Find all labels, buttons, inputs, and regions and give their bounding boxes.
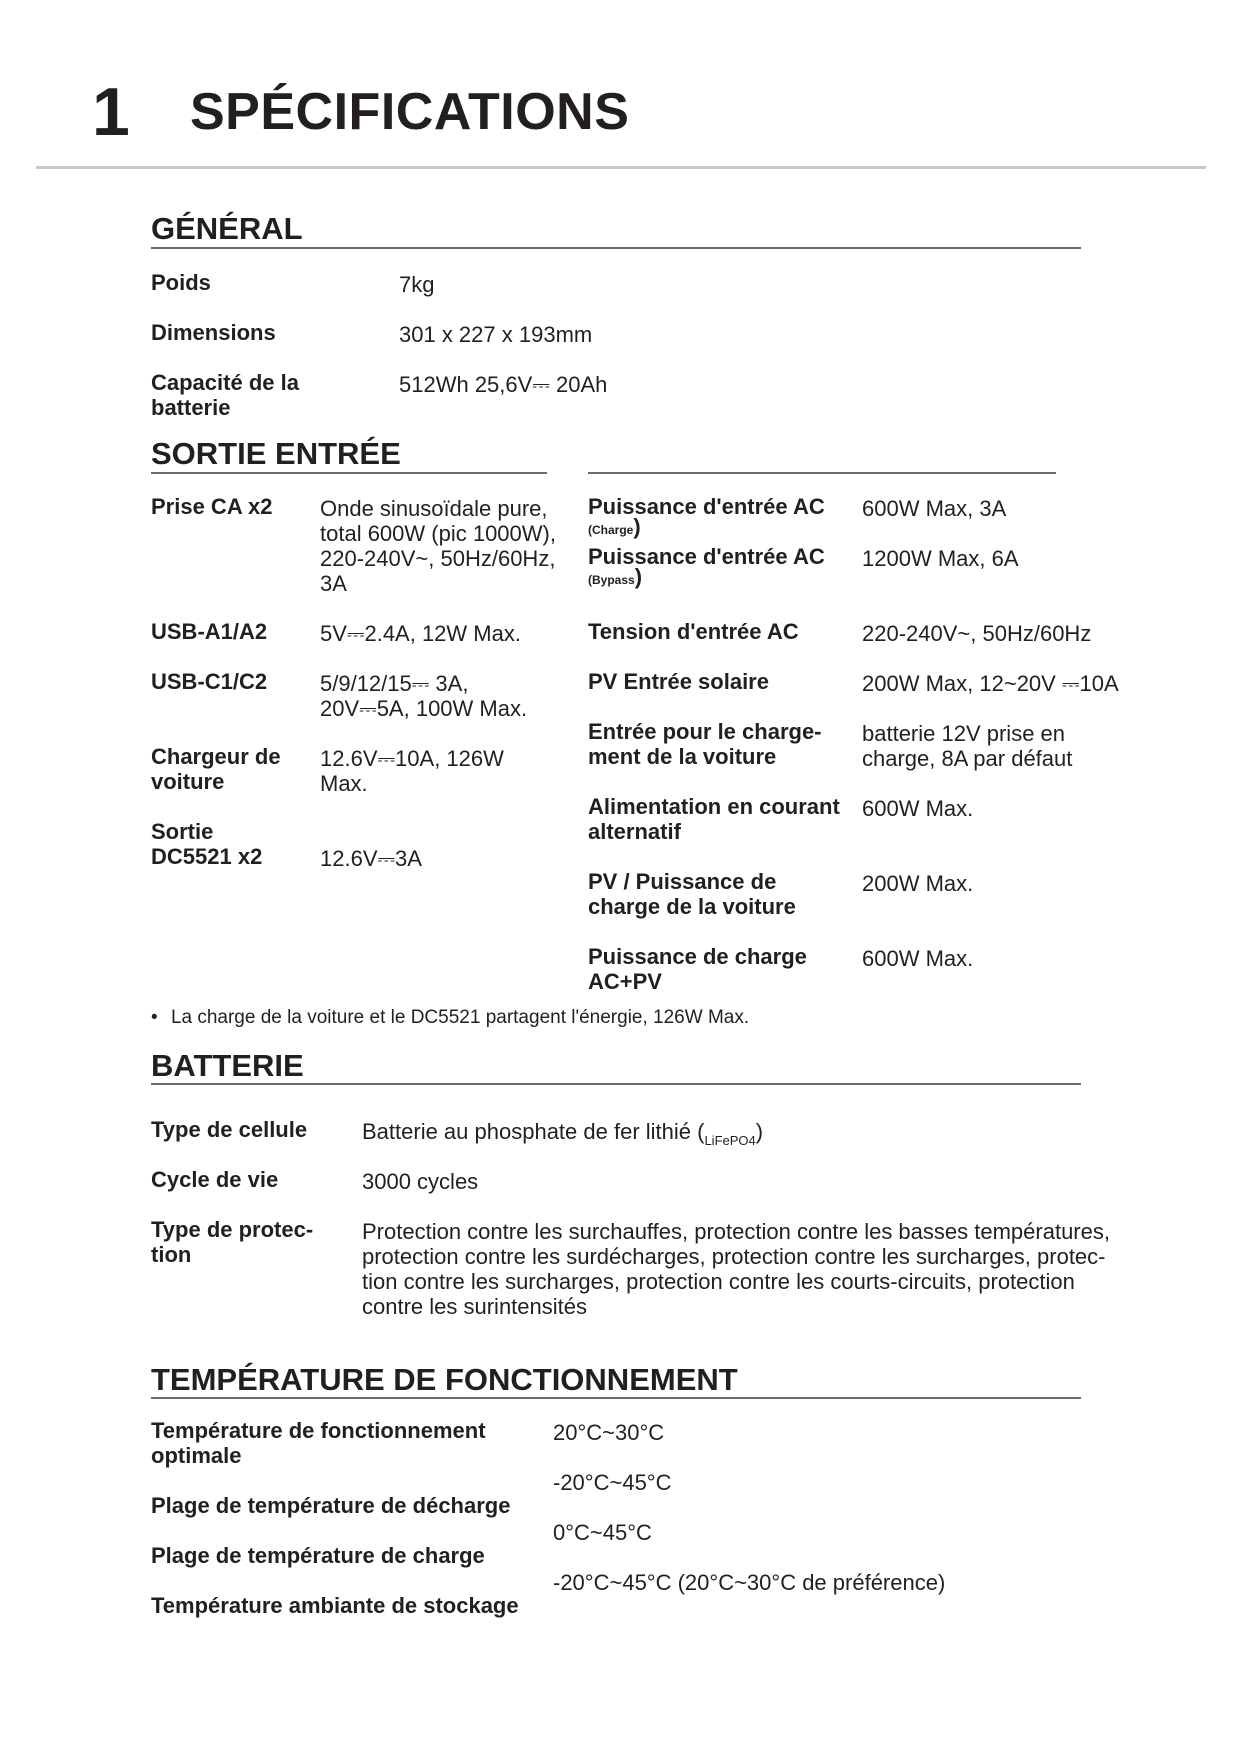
chapter-title: SPÉCIFICATIONS bbox=[190, 83, 630, 141]
spec-value-charge-temp: 0°C~45°C bbox=[553, 1520, 652, 1545]
chapter-divider bbox=[36, 166, 1206, 169]
spec-value-ac-input-charge: 600W Max, 3A bbox=[862, 496, 1007, 521]
spec-label-discharge-temp: Plage de température de décharge bbox=[151, 1493, 511, 1518]
spec-label-acpv-power: Puissance de charge AC+PV bbox=[588, 944, 807, 994]
section-heading-battery: BATTERIE bbox=[151, 1048, 304, 1083]
spec-label-ac-voltage: Tension d'entrée AC bbox=[588, 619, 799, 644]
spec-label-pv-input: PV Entrée solaire bbox=[588, 669, 769, 694]
note-bullet: • bbox=[151, 1007, 158, 1028]
spec-value-car-input: batterie 12V prise en charge, 8A par défaut bbox=[862, 721, 1073, 771]
section-rule-battery bbox=[151, 1083, 1081, 1085]
spec-value-protection: Protection contre les surchauffes, protection contre les basses températures, protection contre les surdécharges, protection contre les surcharges, protec- tion contre les surcharges, protection contre les courts-circuits, protection contre les surintensités bbox=[362, 1219, 1110, 1319]
spec-value-car-charger: 12.6V⎓10A, 126W Max. bbox=[320, 746, 504, 796]
spec-label-usb-c: USB-C1/C2 bbox=[151, 669, 268, 694]
spec-label-dc5521: Sortie DC5521 x2 bbox=[151, 819, 263, 869]
shared-power-note bbox=[151, 1007, 749, 1029]
spec-value-ac-supply: 600W Max. bbox=[862, 796, 974, 821]
spec-value-optimal-temp: 20°C~30°C bbox=[553, 1420, 665, 1445]
spec-label-weight: Poids bbox=[151, 270, 211, 295]
spec-label-ac-input-charge: Puissance d'entrée AC (Charge) bbox=[588, 494, 825, 539]
chapter-number: 1 bbox=[92, 74, 130, 150]
spec-value-usb-a: 5V⎓2.4A, 12W Max. bbox=[320, 621, 521, 646]
spec-label-optimal-temp: Température de fonctionnement optimale bbox=[151, 1418, 486, 1468]
section-heading-temperature: TEMPÉRATURE DE FONCTIONNEMENT bbox=[151, 1362, 738, 1397]
spec-label-protection: Type de protec- tion bbox=[151, 1217, 314, 1267]
spec-label-dimensions: Dimensions bbox=[151, 320, 276, 345]
spec-value-capacity: 512Wh 25,6V⎓ 20Ah bbox=[399, 372, 608, 397]
section-heading-general: GÉNÉRAL bbox=[151, 211, 303, 246]
spec-label-capacity: Capacité de la batterie bbox=[151, 370, 299, 420]
spec-label-pv-car-power: PV / Puissance de charge de la voiture bbox=[588, 869, 796, 919]
spec-value-cell-type: Batterie au phosphate de fer lithié $(_{LiFePO4})$ bbox=[362, 1119, 764, 1148]
spec-label-car-charger: Chargeur de voiture bbox=[151, 744, 281, 794]
spec-label-storage-temp: Température ambiante de stockage bbox=[151, 1593, 519, 1618]
spec-label-cycle-life: Cycle de vie bbox=[151, 1167, 279, 1192]
spec-label-ac-input-bypass: Puissance d'entrée AC (Bypass) bbox=[588, 544, 825, 589]
spec-value-ac-voltage: 220-240V~, 50Hz/60Hz bbox=[862, 621, 1092, 646]
spec-value-ac-input-bypass: 1200W Max, 6A bbox=[862, 546, 1019, 571]
section-rule-temperature bbox=[151, 1397, 1081, 1399]
spec-value-usb-c: 5/9/12/15⎓ 3A, 20V⎓5A, 100W Max. bbox=[320, 671, 528, 721]
spec-value-acpv-power: 600W Max. bbox=[862, 946, 974, 971]
spec-value-ac-outlet: Onde sinusoïdale pure, total 600W (pic 1000W), 220-240V~, 50Hz/60Hz, 3A bbox=[320, 496, 556, 596]
section-rule-general bbox=[151, 247, 1081, 249]
spec-value-dimensions: 301 x 227 x 193mm bbox=[399, 322, 593, 347]
spec-value-weight: 7kg bbox=[399, 272, 435, 297]
spec-label-usb-a: USB-A1/A2 bbox=[151, 619, 268, 644]
spec-value-dc5521: 12.6V⎓3A bbox=[320, 846, 422, 871]
spec-label-charge-temp: Plage de température de charge bbox=[151, 1543, 485, 1568]
section-rule-io-right bbox=[588, 472, 1056, 474]
section-heading-io: SORTIE ENTRÉE bbox=[151, 436, 401, 471]
spec-value-pv-car-power: 200W Max. bbox=[862, 871, 974, 896]
spec-label-car-input: Entrée pour le charge- ment de la voiture bbox=[588, 719, 822, 769]
spec-value-cycle-life: 3000 cycles bbox=[362, 1169, 479, 1194]
spec-label-cell-type: Type de cellule bbox=[151, 1117, 308, 1142]
spec-label-ac-outlet: Prise CA x2 bbox=[151, 494, 273, 519]
section-rule-io-left bbox=[151, 472, 547, 474]
spec-value-storage-temp: -20°C~45°C (20°C~30°C de préférence) bbox=[553, 1570, 946, 1595]
spec-value-discharge-temp: -20°C~45°C bbox=[553, 1470, 672, 1495]
note-text: La charge de la voiture et le DC5521 partagent l'énergie, 126W Max. bbox=[170, 1007, 750, 1028]
spec-value-pv-input: 200W Max, 12~20V ⎓10A bbox=[862, 671, 1119, 696]
spec-label-ac-supply: Alimentation en courant alternatif bbox=[588, 794, 840, 844]
